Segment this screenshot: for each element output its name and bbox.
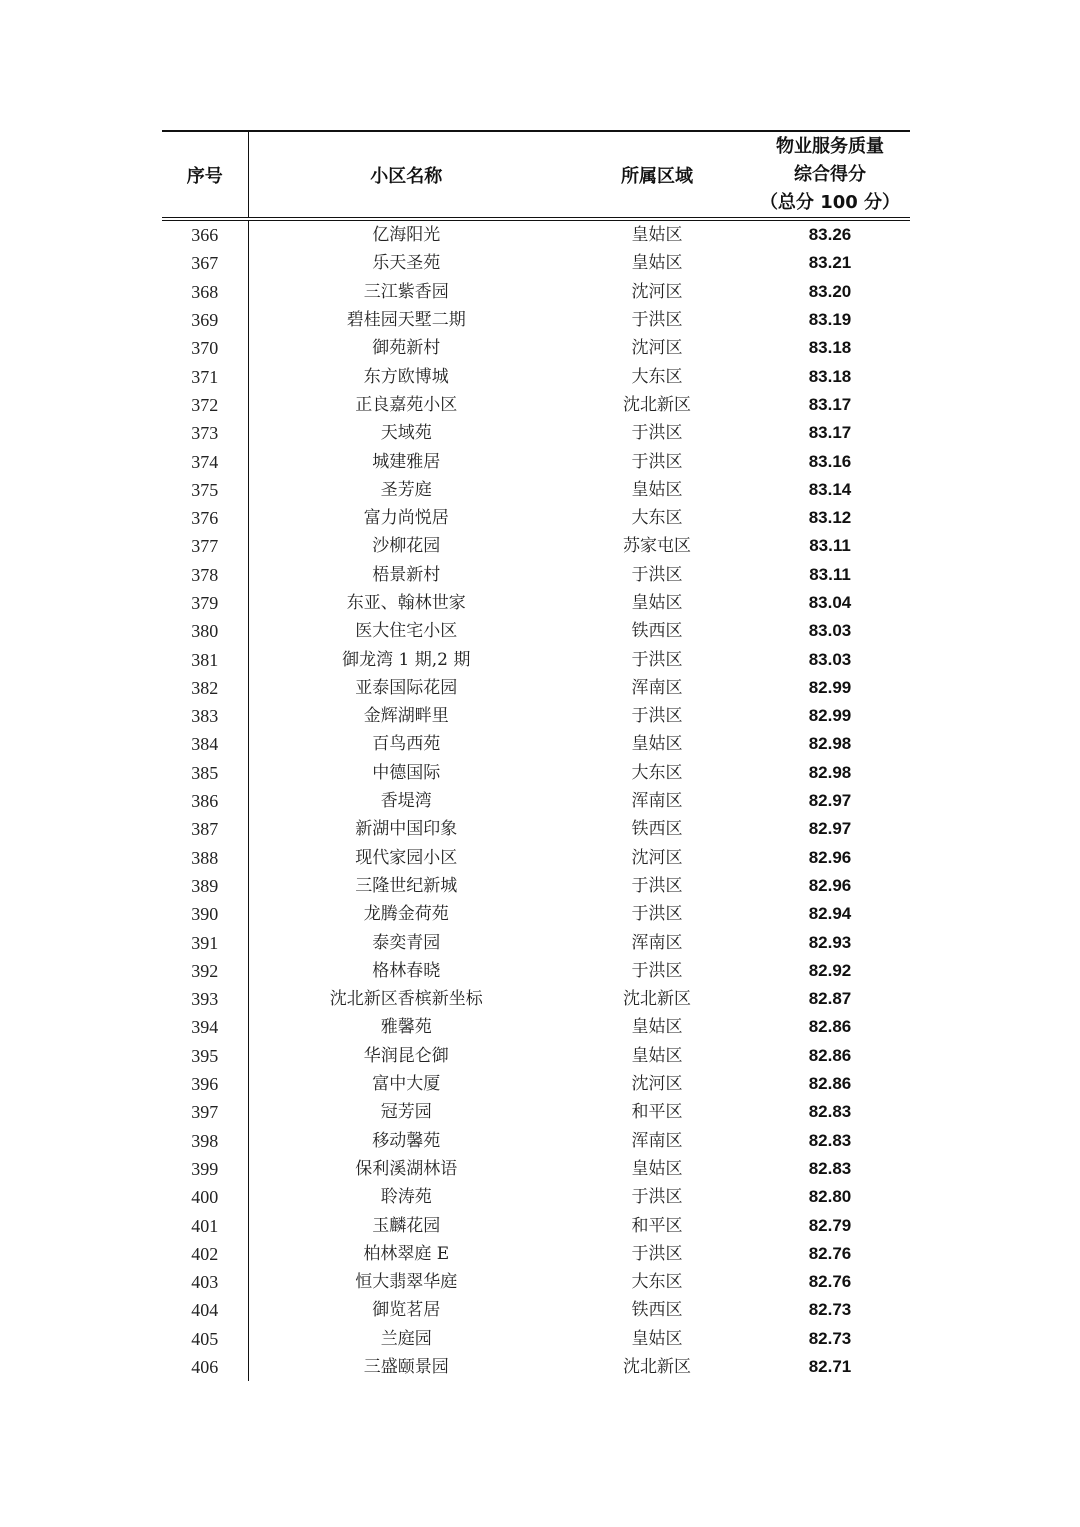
header-score-line3: （总分 100 分） xyxy=(759,191,901,213)
community-name: 兰庭园 xyxy=(380,1328,432,1349)
score-value: 82.79 xyxy=(808,1215,852,1235)
score-value: 82.98 xyxy=(808,762,852,782)
community-name: 沙柳花园 xyxy=(372,536,441,557)
table-row xyxy=(162,674,910,702)
score-value: 83.21 xyxy=(808,253,852,273)
row-number: 400 xyxy=(162,1183,248,1211)
table-header xyxy=(162,131,910,219)
district-name: 浑南区 xyxy=(631,932,683,953)
row-number: 377 xyxy=(162,532,248,560)
score-value: 82.86 xyxy=(808,1017,852,1037)
community-name: 东亚、翰林世家 xyxy=(346,593,466,613)
score-value: 83.16 xyxy=(808,451,852,471)
score-value: 82.76 xyxy=(808,1243,852,1263)
table-row xyxy=(162,589,910,617)
score-value: 83.12 xyxy=(808,508,852,528)
community-name: 雅馨苑 xyxy=(380,1017,432,1038)
header-score-line2: 综合得分 xyxy=(794,163,866,185)
row-number: 390 xyxy=(162,900,248,928)
district-name: 铁西区 xyxy=(631,621,683,642)
row-number: 389 xyxy=(162,872,248,900)
score-value: 82.83 xyxy=(808,1102,852,1122)
district-name: 于洪区 xyxy=(631,451,683,472)
table-row xyxy=(162,419,910,447)
table-row xyxy=(162,1098,910,1126)
row-number: 371 xyxy=(162,362,248,390)
table-row xyxy=(162,391,910,419)
district-name: 和平区 xyxy=(631,1215,683,1236)
community-name: 保利溪湖林语 xyxy=(355,1158,458,1179)
score-value: 82.99 xyxy=(808,677,852,697)
table-row xyxy=(162,1042,910,1070)
district-name: 和平区 xyxy=(631,1102,683,1123)
table-row xyxy=(162,985,910,1013)
district-name: 大东区 xyxy=(631,366,683,387)
score-value: 82.83 xyxy=(808,1130,852,1150)
score-value: 82.97 xyxy=(808,819,852,839)
score-value: 82.96 xyxy=(808,875,852,895)
community-name: 龙腾金荷苑 xyxy=(363,904,449,925)
table-row xyxy=(162,1296,910,1324)
row-number: 387 xyxy=(162,815,248,843)
row-number: 404 xyxy=(162,1296,248,1324)
row-number: 374 xyxy=(162,447,248,475)
table-row xyxy=(162,561,910,589)
score-value: 83.04 xyxy=(808,593,852,612)
ranking-table xyxy=(162,130,910,1381)
district-name: 沈河区 xyxy=(631,338,683,359)
table-row xyxy=(162,730,910,758)
row-number: 386 xyxy=(162,787,248,815)
district-name: 皇姑区 xyxy=(631,1045,683,1066)
score-value: 82.86 xyxy=(808,1045,852,1065)
community-name: 香堤湾 xyxy=(380,791,432,812)
table-row xyxy=(162,872,910,900)
district-name: 于洪区 xyxy=(631,649,683,670)
community-name: 现代家园小区 xyxy=(355,847,458,868)
row-number: 369 xyxy=(162,306,248,334)
community-name: 亚泰国际花园 xyxy=(355,677,458,698)
table-row xyxy=(162,306,910,334)
table-row xyxy=(162,219,910,249)
community-name: 冠芳园 xyxy=(380,1102,432,1123)
community-name: 东方欧博城 xyxy=(363,366,449,387)
district-name: 大东区 xyxy=(631,762,683,783)
row-number: 383 xyxy=(162,702,248,730)
community-name: 正良嘉苑小区 xyxy=(355,394,458,415)
row-number: 394 xyxy=(162,1013,248,1041)
district-name: 沈北新区 xyxy=(623,394,691,415)
row-number: 401 xyxy=(162,1211,248,1239)
score-value: 83.11 xyxy=(809,564,851,584)
district-name: 于洪区 xyxy=(631,706,683,727)
score-value: 83.19 xyxy=(808,310,852,330)
district-name: 于洪区 xyxy=(631,564,683,585)
community-name: 格林春晓 xyxy=(372,960,441,981)
table-body xyxy=(162,219,910,1381)
row-number: 393 xyxy=(162,985,248,1013)
table-row xyxy=(162,1155,910,1183)
table-row xyxy=(162,815,910,843)
district-name: 于洪区 xyxy=(631,875,683,896)
community-name: 三隆世纪新城 xyxy=(355,875,458,896)
community-name: 御苑新村 xyxy=(372,338,441,359)
row-number: 368 xyxy=(162,278,248,306)
table-row xyxy=(162,1353,910,1381)
score-value: 82.97 xyxy=(808,791,852,811)
row-number: 372 xyxy=(162,391,248,419)
score-value: 83.26 xyxy=(808,225,852,245)
score-value: 83.03 xyxy=(808,621,852,641)
row-number: 398 xyxy=(162,1127,248,1155)
table-row xyxy=(162,1127,910,1155)
score-value: 82.83 xyxy=(808,1158,852,1178)
row-number: 380 xyxy=(162,617,248,645)
district-name: 皇姑区 xyxy=(631,225,683,246)
score-value: 82.86 xyxy=(808,1074,852,1094)
community-name: 医大住宅小区 xyxy=(355,621,458,642)
community-name: 柏林翠庭 E xyxy=(363,1243,450,1264)
row-number: 375 xyxy=(162,476,248,504)
header-no: 序号 xyxy=(162,131,248,219)
community-name: 聆涛苑 xyxy=(380,1187,432,1208)
score-value: 82.80 xyxy=(808,1187,852,1207)
row-number: 392 xyxy=(162,957,248,985)
community-name: 玉麟花园 xyxy=(372,1215,441,1236)
community-name: 恒大翡翠华庭 xyxy=(355,1272,458,1293)
score-value: 82.98 xyxy=(808,734,852,754)
district-name: 皇姑区 xyxy=(631,1017,683,1038)
district-name: 于洪区 xyxy=(631,960,683,981)
row-number: 395 xyxy=(162,1042,248,1070)
row-number: 378 xyxy=(162,561,248,589)
score-value: 82.76 xyxy=(808,1272,852,1292)
district-name: 沈河区 xyxy=(631,847,683,868)
community-name: 御览茗居 xyxy=(372,1300,441,1321)
table-row xyxy=(162,787,910,815)
table-row xyxy=(162,844,910,872)
table-row xyxy=(162,759,910,787)
district-name: 沈北新区 xyxy=(623,1357,691,1378)
row-number: 388 xyxy=(162,844,248,872)
district-name: 沈河区 xyxy=(631,281,683,302)
header-name: 小区名称 xyxy=(248,131,564,219)
row-number: 373 xyxy=(162,419,248,447)
row-number: 376 xyxy=(162,504,248,532)
row-number: 405 xyxy=(162,1325,248,1353)
table-row xyxy=(162,1325,910,1353)
row-number: 384 xyxy=(162,730,248,758)
community-name: 三江紫香园 xyxy=(363,281,449,302)
table-row xyxy=(162,645,910,673)
score-value: 83.17 xyxy=(808,394,852,414)
district-name: 于洪区 xyxy=(631,310,683,331)
table-row xyxy=(162,1070,910,1098)
district-name: 沈河区 xyxy=(631,1074,683,1095)
row-number: 367 xyxy=(162,249,248,277)
score-value: 83.11 xyxy=(809,536,851,556)
header-score xyxy=(750,131,910,219)
community-name: 金辉湖畔里 xyxy=(363,706,449,727)
score-value: 83.18 xyxy=(808,338,852,358)
row-number: 381 xyxy=(162,645,248,673)
district-name: 皇姑区 xyxy=(631,253,683,274)
score-value: 82.94 xyxy=(808,904,852,924)
table-row xyxy=(162,900,910,928)
table-row xyxy=(162,1268,910,1296)
row-number: 403 xyxy=(162,1268,248,1296)
district-name: 浑南区 xyxy=(631,677,683,698)
community-name: 圣芳庭 xyxy=(380,479,432,500)
community-name: 沈北新区香槟新坐标 xyxy=(329,989,483,1010)
score-value: 82.93 xyxy=(808,932,852,952)
row-number: 385 xyxy=(162,759,248,787)
row-number: 382 xyxy=(162,674,248,702)
row-number: 391 xyxy=(162,928,248,956)
header-row xyxy=(162,131,910,219)
table-row xyxy=(162,447,910,475)
table-row xyxy=(162,1013,910,1041)
score-value: 82.73 xyxy=(808,1328,852,1348)
table-row xyxy=(162,1211,910,1239)
score-value: 83.18 xyxy=(808,366,852,386)
table-row xyxy=(162,928,910,956)
district-name: 铁西区 xyxy=(631,1300,683,1321)
community-name: 御龙湾 1 期,2 期 xyxy=(342,649,471,670)
district-name: 铁西区 xyxy=(631,819,683,840)
community-name: 富中大厦 xyxy=(372,1074,441,1095)
community-name: 泰奕青园 xyxy=(372,932,441,953)
table-row xyxy=(162,532,910,560)
score-value: 82.92 xyxy=(808,960,852,980)
table-row xyxy=(162,249,910,277)
score-value: 82.73 xyxy=(808,1300,852,1320)
table-row xyxy=(162,362,910,390)
row-number: 406 xyxy=(162,1353,248,1381)
community-name: 碧桂园天墅二期 xyxy=(346,310,466,331)
district-name: 于洪区 xyxy=(631,423,683,444)
score-value: 82.96 xyxy=(808,847,852,867)
table-row xyxy=(162,702,910,730)
table-row xyxy=(162,476,910,504)
table-row xyxy=(162,504,910,532)
community-name: 三盛颐景园 xyxy=(363,1357,449,1378)
row-number: 402 xyxy=(162,1240,248,1268)
community-name: 百鸟西苑 xyxy=(372,734,441,755)
district-name: 皇姑区 xyxy=(631,1328,683,1349)
row-number: 397 xyxy=(162,1098,248,1126)
row-number: 370 xyxy=(162,334,248,362)
community-name: 新湖中国印象 xyxy=(355,819,458,840)
community-name: 天域苑 xyxy=(380,423,432,444)
score-value: 82.99 xyxy=(808,706,852,726)
district-name: 皇姑区 xyxy=(631,479,683,500)
community-name: 华润昆仑御 xyxy=(363,1045,449,1066)
district-name: 苏家屯区 xyxy=(623,536,691,557)
row-number: 396 xyxy=(162,1070,248,1098)
district-name: 于洪区 xyxy=(631,1187,683,1208)
table-row xyxy=(162,957,910,985)
score-value: 82.87 xyxy=(808,989,852,1009)
header-score-line1: 物业服务质量 xyxy=(776,135,884,157)
score-value: 82.71 xyxy=(808,1357,852,1377)
table-row xyxy=(162,617,910,645)
district-name: 于洪区 xyxy=(631,1243,683,1264)
table-row xyxy=(162,1240,910,1268)
table-row xyxy=(162,278,910,306)
header-district: 所属区域 xyxy=(564,131,750,219)
community-name: 乐天圣苑 xyxy=(372,253,441,274)
community-name: 梧景新村 xyxy=(372,564,441,585)
community-name: 亿海阳光 xyxy=(372,225,441,246)
score-value: 83.14 xyxy=(808,479,852,499)
district-name: 浑南区 xyxy=(631,791,683,812)
district-name: 皇姑区 xyxy=(631,1158,683,1179)
community-name: 中德国际 xyxy=(372,762,441,783)
district-name: 大东区 xyxy=(631,1272,683,1293)
district-name: 于洪区 xyxy=(631,904,683,925)
district-name: 浑南区 xyxy=(631,1130,683,1151)
score-value: 83.17 xyxy=(808,423,852,443)
row-number: 399 xyxy=(162,1155,248,1183)
row-number: 366 xyxy=(162,219,248,249)
score-value: 83.03 xyxy=(808,649,852,669)
table-row xyxy=(162,334,910,362)
district-name: 沈北新区 xyxy=(623,989,691,1010)
community-name: 富力尚悦居 xyxy=(363,508,449,529)
district-name: 皇姑区 xyxy=(631,734,683,755)
score-value: 83.20 xyxy=(808,281,852,301)
table-row xyxy=(162,1183,910,1211)
district-name: 皇姑区 xyxy=(631,593,683,613)
district-name: 大东区 xyxy=(631,508,683,529)
row-number: 379 xyxy=(162,589,248,617)
community-name: 移动馨苑 xyxy=(372,1130,441,1151)
community-name: 城建雅居 xyxy=(372,451,441,472)
